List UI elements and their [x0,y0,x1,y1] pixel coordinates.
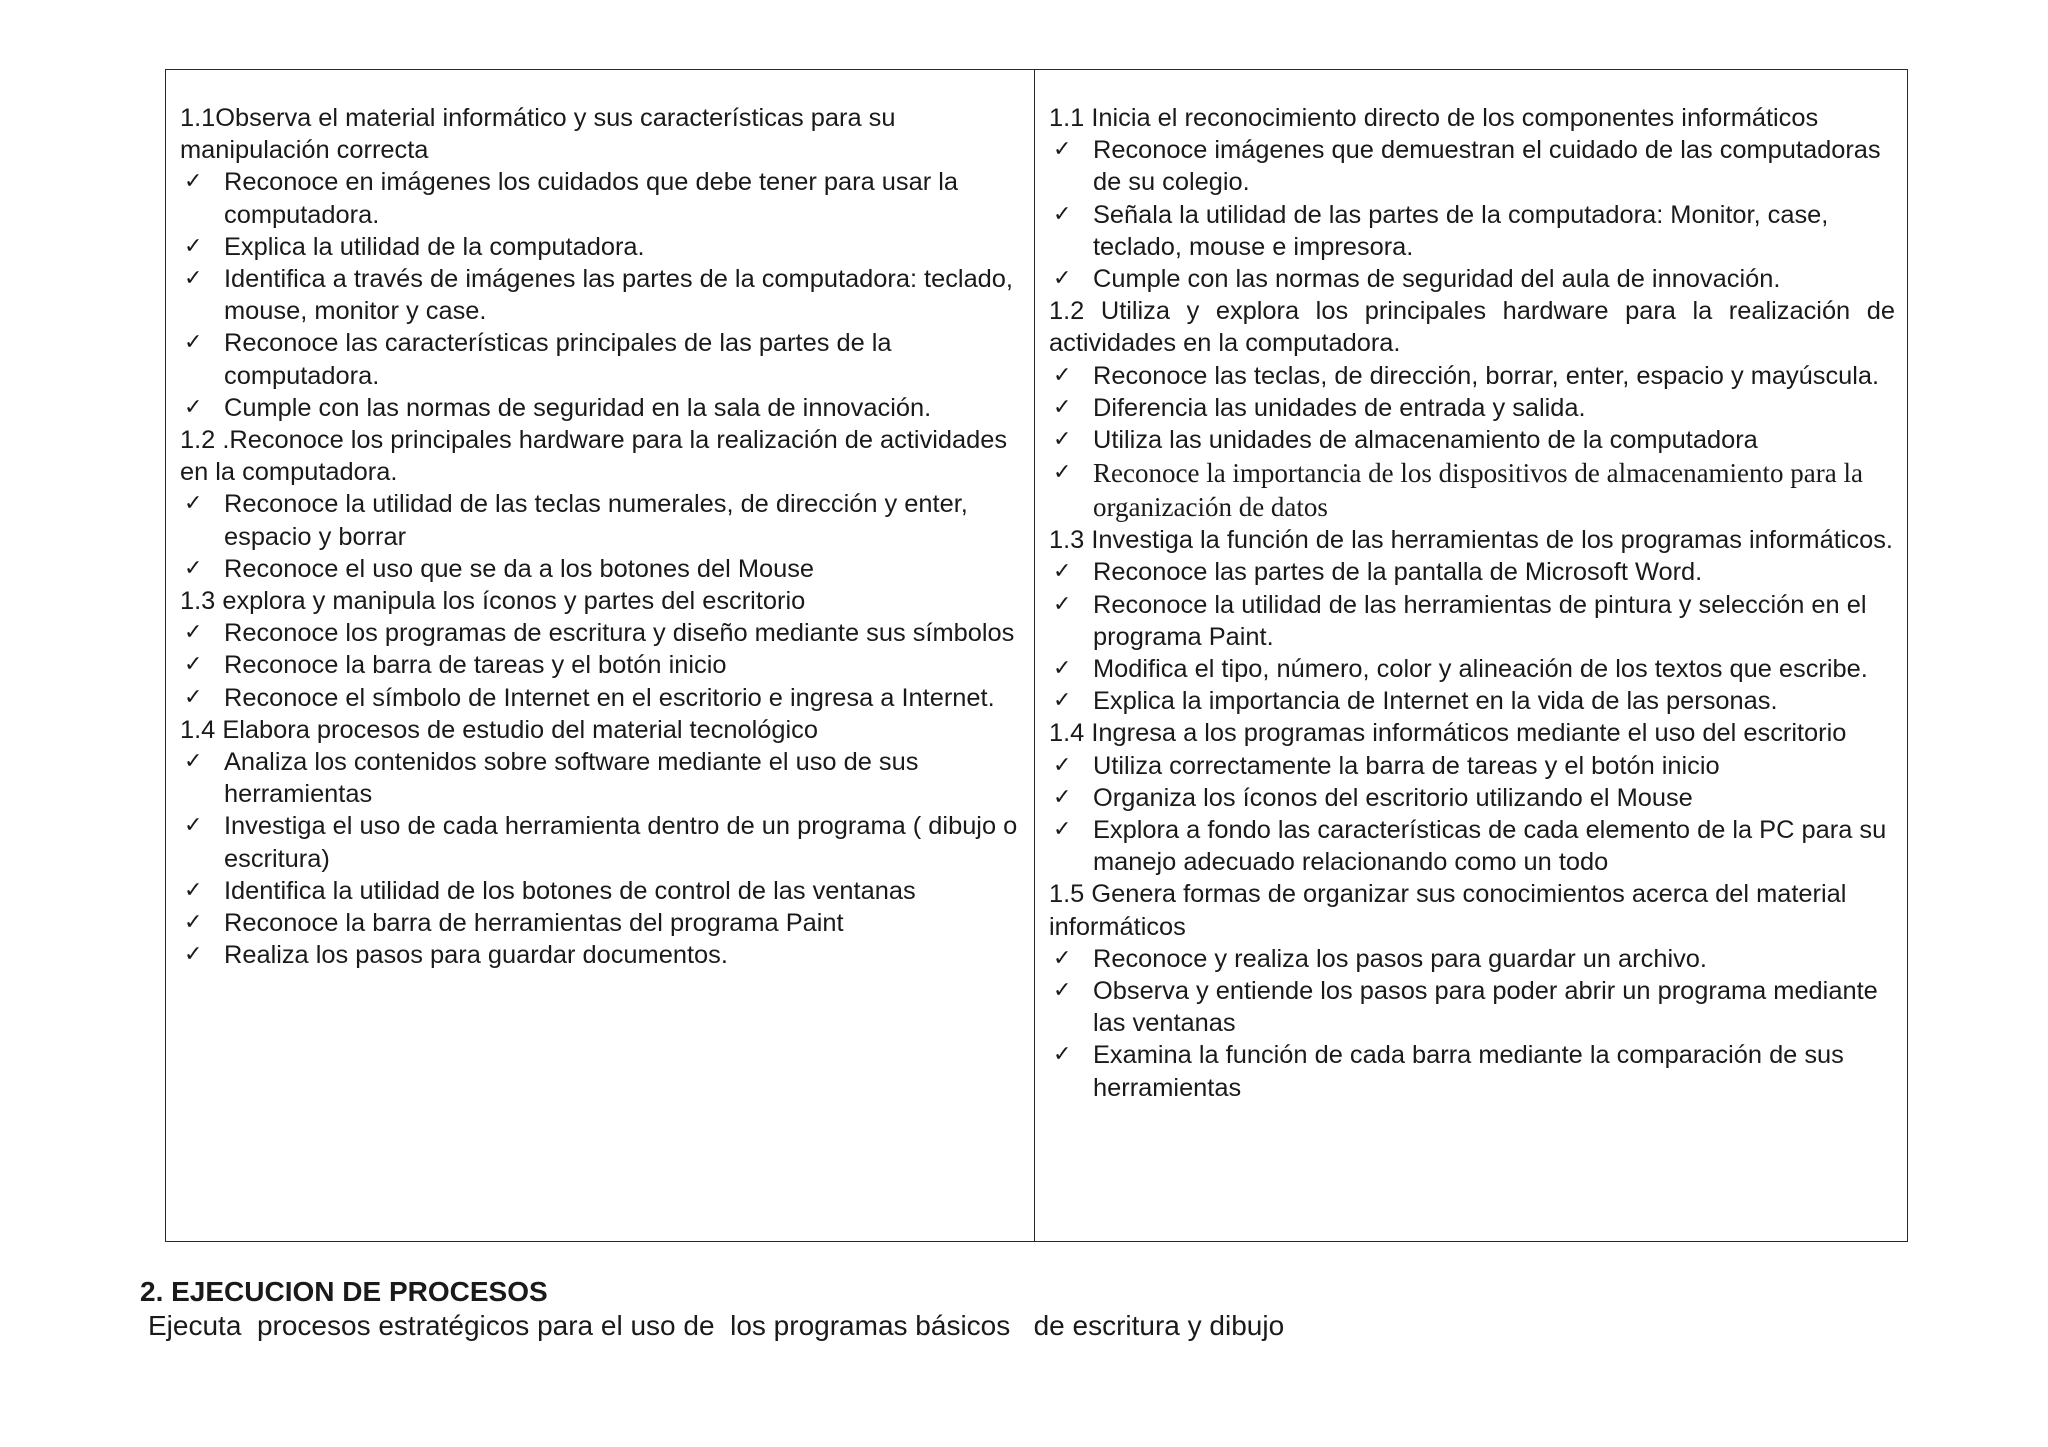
indicator-item [1049,1039,1895,1103]
indicator-item [180,649,1024,681]
indicator-text: Modifica el tipo, número, color y alineación de los textos que escribe. [1093,655,1868,684]
checkmark-icon: ✓ [1053,460,1072,486]
left-column [166,70,1035,1241]
checkmark-icon: ✓ [1053,656,1072,682]
indicator-text: Reconoce el uso que se da a los botones del Mouse [224,554,815,583]
indicator-item [180,682,1024,714]
indicator-text: Explica la utilidad de la computadora. [224,232,645,261]
indicator-text: Reconoce y realiza los pasos para guardar un archivo. [1093,944,1707,973]
capacity-heading: 1.4 Elabora procesos de estudio del material tecnológico [180,715,818,744]
indicator-item [1049,943,1895,975]
indicator-text: Reconoce la utilidad de las herramientas de pintura y selección en el programa Paint. [1093,590,1867,651]
checkmark-icon: ✓ [1053,427,1072,453]
indicator-item [180,488,1024,552]
indicator-item [1049,782,1895,814]
capacity-heading: 1.3 Investiga la función de las herramientas de los programas informáticos. [1049,526,1893,555]
indicator-item [1049,392,1895,424]
indicator-text: Identifica a través de imágenes las partes de la computadora: teclado, mouse, monitor y case. [224,265,1013,326]
indicator-text: Identifica la utilidad de los botones de control de las ventanas [224,876,916,905]
indicator-item [1049,653,1895,685]
indicator-text: Observa y entiende los pasos para poder abrir un programa mediante las ventanas [1093,977,1878,1038]
indicator-text: Cumple con las normas de seguridad del aula de innovación. [1093,265,1781,294]
capacity-heading: 1.2 .Reconoce los principales hardware para la realización de actividades en la computadora. [180,426,1008,487]
indicator-text: Reconoce las teclas, de dirección, borrar, enter, espacio y mayúscula. [1093,361,1880,390]
checkmark-icon: ✓ [1053,266,1072,292]
indicator-text: Utiliza las unidades de almacenamiento de la computadora [1093,426,1758,455]
capacity-heading: 1.5 Genera formas de organizar sus conocimientos acerca del material informáticos [1049,880,1847,941]
indicator-text: Reconoce la barra de tareas y el botón inicio [224,651,727,680]
indicator-text: Examina la función de cada barra mediante la comparación de sus herramientas [1093,1041,1844,1102]
capacity-heading: 1.1Observa el material informático y sus características para su manipulación correcta [180,104,896,165]
indicator-text: Reconoce las características principales de las partes de la computadora. [224,329,892,390]
indicator-item [1049,750,1895,782]
indicator-item [180,231,1024,263]
capacity-heading: 1.1 Inicia el reconocimiento directo de los componentes informáticos [1049,104,1819,132]
checkmark-icon: ✓ [184,233,203,259]
indicator-item [180,617,1024,649]
capacity-heading: 1.3 explora y manipula los íconos y partes del escritorio [180,587,806,616]
indicator-text: Reconoce imágenes que demuestran el cuidado de las computadoras de su colegio. [1093,136,1881,197]
indicator-item [1049,134,1895,198]
indicator-text: Explica la importancia de Internet en la vida de las personas. [1093,687,1778,716]
indicator-text: Analiza los contenidos sobre software mediante el uso de sus herramientas [224,748,919,809]
checkmark-icon: ✓ [184,169,203,195]
checkmark-icon: ✓ [184,877,203,903]
checkmark-icon: ✓ [184,491,203,517]
indicator-item [1049,456,1895,524]
checkmark-icon: ✓ [1053,784,1072,810]
indicator-item [180,746,1024,810]
checkmark-icon: ✓ [1053,362,1072,388]
indicator-text: Realiza los pasos para guardar documentos. [224,941,728,970]
indicator-text: Diferencia las unidades de entrada y salida. [1093,393,1586,422]
indicator-text: Reconoce la importancia de los dispositivos de almacenamiento para la organización de datos [1093,458,1863,523]
left-capacities-list [180,102,1024,971]
indicator-text: Reconoce los programas de escritura y diseño mediante sus símbolos [224,619,1015,648]
indicator-text: Reconoce el símbolo de Internet en el escritorio e ingresa a Internet. [224,683,995,712]
competencies-table [165,69,1908,1242]
checkmark-icon: ✓ [1053,978,1072,1004]
indicator-item [180,166,1024,230]
checkmark-icon: ✓ [1053,945,1072,971]
section-title: 2. EJECUCION DE PROCESOS [140,1276,548,1307]
checkmark-icon: ✓ [1053,137,1072,163]
indicator-item [1049,199,1895,263]
checkmark-icon: ✓ [184,394,203,420]
indicator-item [180,263,1024,327]
indicator-text: Organiza los íconos del escritorio utilizando el Mouse [1093,783,1693,812]
right-capacities-list [1049,102,1895,1104]
indicator-item [1049,360,1895,392]
checkmark-icon: ✓ [184,330,203,356]
checkmark-icon: ✓ [1053,201,1072,227]
indicator-item [1049,424,1895,456]
indicator-item [180,392,1024,424]
indicator-item [180,327,1024,391]
checkmark-icon: ✓ [184,555,203,581]
indicator-item [1049,685,1895,717]
checkmark-icon: ✓ [184,652,203,678]
indicator-item [180,939,1024,971]
checkmark-icon: ✓ [184,910,203,936]
checkmark-icon: ✓ [1053,752,1072,778]
indicator-text: Reconoce en imágenes los cuidados que debe tener para usar la computadora. [224,168,958,229]
indicator-item [1049,589,1895,653]
checkmark-icon: ✓ [1053,559,1072,585]
indicator-item [1049,263,1895,295]
capacity-heading: 1.4 Ingresa a los programas informáticos mediante el uso del escritorio [1049,719,1847,748]
checkmark-icon: ✓ [184,266,203,292]
indicator-text: Investiga el uso de cada herramienta dentro de un programa ( dibujo o escritura) [224,812,1018,873]
checkmark-icon: ✓ [184,749,203,775]
indicator-text: Reconoce la barra de herramientas del programa Paint [224,909,844,938]
right-column [1035,70,1907,1241]
indicator-text: Reconoce las partes de la pantalla de Microsoft Word. [1093,558,1703,587]
checkmark-icon: ✓ [184,684,203,710]
checkmark-icon: ✓ [1053,394,1072,420]
indicator-item [1049,814,1895,878]
indicator-text: Explora a fondo las características de cada elemento de la PC para su manejo adecuado relacionando como un todo [1093,816,1887,877]
indicator-item [180,810,1024,874]
indicator-item [1049,975,1895,1039]
section-description: Ejecuta procesos estratégicos para el uso de los programas básicos de escritura y dibujo [148,1310,1285,1341]
checkmark-icon: ✓ [1053,1042,1072,1068]
checkmark-icon: ✓ [1053,688,1072,714]
indicator-item [1049,556,1895,588]
indicator-text: Reconoce la utilidad de las teclas numerales, de dirección y enter, espacio y borrar [224,490,968,551]
checkmark-icon: ✓ [1053,817,1072,843]
checkmark-icon: ✓ [184,620,203,646]
indicator-item [180,553,1024,585]
indicator-text: Señala la utilidad de las partes de la computadora: Monitor, case, teclado, mouse e impresora. [1093,200,1829,261]
checkmark-icon: ✓ [1053,591,1072,617]
checkmark-icon: ✓ [184,942,203,968]
capacity-heading: 1.2 Utiliza y explora los principales hardware para la realización de actividades en la computadora. [1049,297,1895,358]
indicator-item [180,907,1024,939]
checkmark-icon: ✓ [184,813,203,839]
indicator-text: Cumple con las normas de seguridad en la sala de innovación. [224,393,932,422]
indicator-text: Utiliza correctamente la barra de tareas y el botón inicio [1093,751,1720,780]
indicator-item [180,875,1024,907]
